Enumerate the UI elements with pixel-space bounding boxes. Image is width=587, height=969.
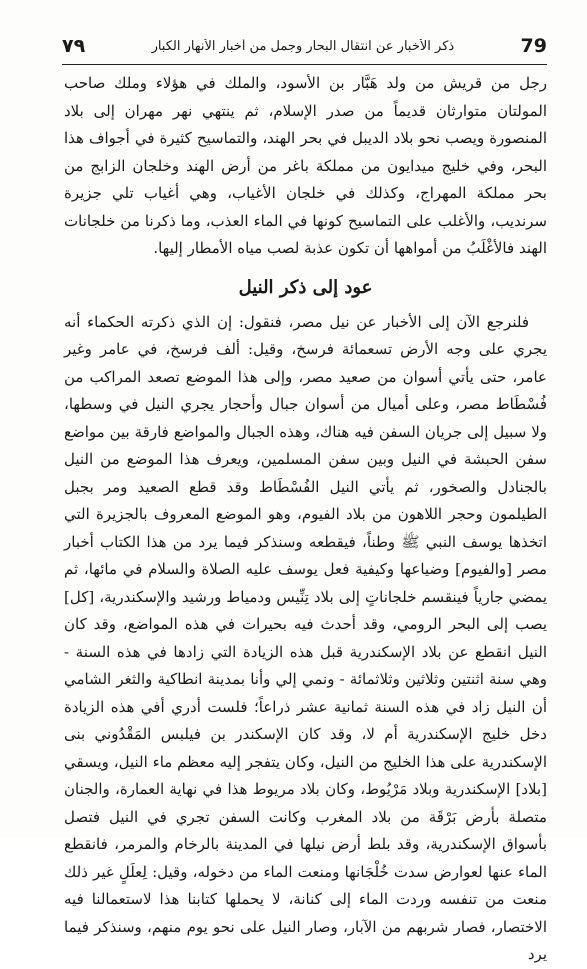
page-number-arabic: ٧٩ — [62, 35, 86, 57]
paragraph: فلنرجع الآن إلى الأخبار عن نيل مصر، فنقول: إن الذي ذكرته الحكماء أنه يجري على وجه الأرض تسعمائة فرسخ، وقيل: ألف فرسخ، في عامر وغير عامر، حتى يأتي أسوان من صعيد مصر، وإلى هذا الموضع تصعد المراكب من فُسْطَاط مصر، وعلى أميال من أسوان جبال وأحجار يجري النيل في وسطها، ولا سبيل إلى جريان السفن فيه هناك، وهذه الجبال والمواضع فارقة بين مواضع سفن الحبشة في النيل وبين سفن المسلمين، ويعرف هذا الموضع من النيل بالجنادل والصخور، ثم يأتي النيل الفُسْطَاط وقد قطع الصعيد ومر بجبل الطيلمون وحجر اللاهون من بلاد الفيوم، وهو الموضع المعروف بالجزيرة التي اتخذها يوسف النبي ﷺ وطناً، فيقطعه وسنذكر فيما يرد من هذا الكتاب أخبار مصر [والفيوم] وضياعها وكيفية فعل يوسف عليه الصلاة والسلام في مائها، ثم يمضي جارياً فينقسم خلجاناتٍ إلى بلاد تِنِّيس ودمياط ورشيد والإسكندرية، [كل] يصب إلى البحر الرومي، وقد أحدث فيه بحيرات في هذه المواضع، وقد كان النيل انقطع عن بلاد الإسكندرية قبل هذه الزيادة التي زادها في هذه السنة - وهي سنة اثنتين وثلاثين وثلاثمائة - ونمي إلي وأنا بمدينة انطاكية والثغر الشامي أن النيل زاد في هذه السنة ثمانية عشر ذراعاً؛ فلست أدري أفي هذه الزيادة دخل خليج الإسكندرية أم لا، وقد كان الإسكندر بن فيلبس المَقْدُوني بنى الإسكندرية على هذا الخليج من النيل، وكان يتفجر إليه معظم ماء النيل، ويسقي [بلاد] الإسكندرية وبلاد مَرْيُوط، وكان بلاد مريوط هذا في نهاية العمارة، والجنان متصلة بأرض بَرْقَة من بلاد المغرب وكانت السفن تجري في النيل فتصل بأسواق الإسكندرية، وقد بلط أرض نيلها في المدينة بالرخام والمرمر، فانقطع الماء عنها لعوارض سدت خُلْجَانها ومنعت الماء من دخوله، وقيل: لِعلَلٍ غير ذلك منعت من تنفسه وردت الماء إلى كنانة، لا يحملها كتابنا هذا لاستعمالنا فيه الاختصار، فصار شربهم من الآبار، وصار النيل على نحو يوم منهم، وسنذكر فيما يرد — [64, 312, 547, 963]
page-number-latin: 79 — [520, 35, 547, 57]
page-body — [64, 70, 547, 969]
section-heading: عود إلى ذكر النيل — [238, 276, 373, 298]
running-title: ذكر الأخبار عن انتقال البحار وجمل من أخبار الأنهار الكبار — [151, 38, 455, 54]
paragraph: رجل من قريش من ولد هَبَّار بن الأسود، والملك في هؤلاء وملك صاحب المولتان متوارثان قديماً من صدر الإسلام، ثم ينتهي نهر مهران إلى بلاد المنصورة ويصب نحو بلاد الديبل في بحر الهند، والتماسيح كثيرة في أجواف هذا البحر، وفي خليج ميدايون من مملكة باغر من أرض الهند وخلجان الزابج من بحر مملكة المهراج، وكذلك في خلجان الأغياب، وهي أغياب تلي جزيرة سرنديب، والأغلب على التماسيح كونها في الماء العذب، وما ذكرنا من خلجانات الهند فالأغْلَبُ من أمواهها أن تكون عذبة لصب مياه الأمطار إليها. — [64, 74, 547, 257]
header-rule — [62, 64, 547, 65]
page-header — [62, 28, 547, 64]
